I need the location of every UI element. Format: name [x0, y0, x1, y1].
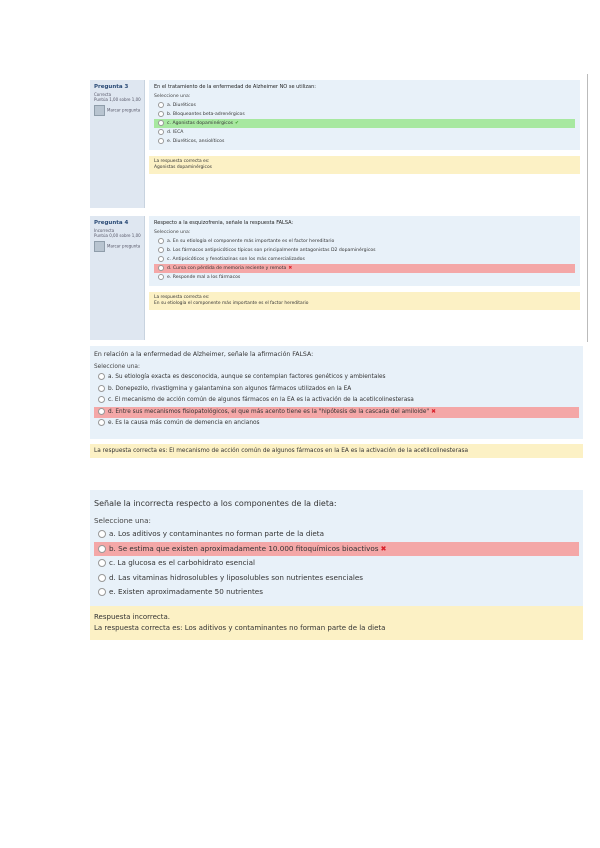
option-label: b. Donepezilo, rivastigmina y galantamina son algunos fármacos utilizados en la EA: [108, 385, 352, 392]
option-label: e. Es la causa más común de demencia en ancianos: [108, 420, 260, 426]
question-grade: Puntúa 0,00 sobre 1,00: [94, 233, 141, 238]
option-c[interactable]: [154, 255, 575, 264]
cross-icon: ✖: [431, 408, 436, 415]
option-b[interactable]: [154, 246, 575, 255]
radio-icon[interactable]: [98, 588, 106, 596]
feedback-box: [149, 156, 580, 174]
option-a[interactable]: [154, 237, 575, 246]
question-content: [149, 80, 580, 174]
option-a[interactable]: [94, 527, 579, 542]
option-label: a. En su etiología el componente más importante es el factor hereditario: [167, 239, 335, 244]
question-body: [90, 346, 583, 439]
option-b[interactable]: [94, 384, 579, 396]
option-b[interactable]: [154, 110, 575, 119]
question-text: Señale la incorrecta respecto a los componentes de la dieta:: [94, 499, 337, 508]
option-label: d. Cursa con pérdida de memoria reciente y remota: [167, 266, 287, 271]
flag-label: Marcar pregunta: [107, 107, 141, 113]
radio-icon[interactable]: [158, 120, 164, 126]
radio-icon[interactable]: [158, 102, 164, 108]
question-3-block: [90, 80, 584, 208]
radio-icon[interactable]: [158, 247, 164, 253]
select-prompt: Seleccione una:: [94, 364, 140, 370]
option-label: e. Responde mal a los fármacos: [167, 275, 241, 280]
feedback-box: [90, 606, 583, 640]
radio-icon[interactable]: [158, 256, 164, 262]
question-text: En relación a la enfermedad de Alzheimer, señale la afirmación FALSA:: [94, 351, 314, 358]
option-d[interactable]: [154, 128, 575, 137]
radio-icon[interactable]: [158, 274, 164, 280]
radio-icon[interactable]: [98, 396, 105, 403]
feedback-line-1: La respuesta correcta es:: [154, 159, 210, 164]
radio-icon[interactable]: [98, 574, 106, 582]
feedback-text: La respuesta correcta es: El mecanismo de acción común de algunos fármacos en la EA es la activación de la acetilcolinesterasa: [94, 448, 469, 454]
radio-icon[interactable]: [98, 545, 106, 553]
cross-icon: ✖: [288, 266, 293, 271]
flag-label: Marcar pregunta: [107, 243, 141, 249]
option-label: d. Entre sus mecanismos fisiopatológicos, el que más acento tiene es la "hipótesis de la cascada del amiloide": [108, 408, 430, 415]
radio-icon[interactable]: [158, 129, 164, 135]
option-d-selected-wrong[interactable]: [154, 264, 575, 273]
option-d-selected-wrong[interactable]: [94, 407, 579, 419]
radio-icon[interactable]: [158, 111, 164, 117]
radio-icon[interactable]: [98, 559, 106, 567]
option-label: c. Agonistas dopaminérgicos: [167, 121, 234, 126]
radio-icon[interactable]: [98, 419, 105, 426]
feedback-box: [90, 444, 583, 458]
flag-icon: [94, 241, 105, 252]
select-prompt: Seleccione una:: [154, 94, 191, 99]
option-b-selected-wrong[interactable]: [94, 542, 579, 557]
option-e[interactable]: [154, 137, 575, 146]
option-d[interactable]: [94, 571, 579, 586]
option-c-selected-correct[interactable]: [154, 119, 575, 128]
check-icon: ✔: [235, 121, 239, 126]
radio-icon[interactable]: [158, 138, 164, 144]
feedback-line-2: En su etiología el componente más importante es el factor hereditario: [154, 301, 309, 306]
option-label: a. Diuréticos: [167, 103, 196, 108]
question-text: Respecto a la esquizofrenia, señale la respuesta FALSA:: [154, 220, 294, 226]
flag-question-button[interactable]: [94, 105, 144, 116]
option-label: a. Los aditivos y contaminantes no forman parte de la dieta: [109, 529, 325, 538]
cross-icon: ✖: [380, 543, 387, 553]
option-label: b. Se estima que existen aproximadamente 10.000 fitoquímicos bioactivos: [109, 543, 379, 553]
option-label: d. IECA: [167, 130, 184, 135]
option-label: a. Su etiología exacta es desconocida, aunque se contemplan factores genéticos y ambientales: [108, 374, 386, 380]
question-body: [149, 80, 580, 150]
option-label: e. Existen aproximadamente 50 nutrientes: [109, 587, 263, 596]
option-label: c. La glucosa es el carbohidrato esencial: [109, 558, 256, 567]
question-number: Pregunta 3: [94, 84, 129, 90]
question-text: En el tratamiento de la enfermedad de Alzheimer NO se utilizan:: [154, 84, 316, 90]
option-a[interactable]: [94, 372, 579, 384]
question-5-block: [90, 346, 583, 458]
feedback-line-2: Agonistas dopaminérgicos: [154, 165, 212, 170]
question-number: Pregunta 4: [94, 220, 129, 226]
question-6-block: [90, 490, 583, 640]
option-label: b. Bloqueantes beta-adrenérgicos: [167, 112, 245, 117]
question-state: Incorrecta: [94, 228, 115, 233]
flag-icon: [94, 105, 105, 116]
question-state: Correcta: [94, 92, 112, 97]
option-c[interactable]: [94, 556, 579, 571]
feedback-line-1: La respuesta correcta es:: [154, 295, 210, 300]
option-e[interactable]: [94, 418, 579, 430]
question-info: [90, 80, 145, 208]
option-label: d. Las vitaminas hidrosolubles y liposolubles son nutrientes esenciales: [109, 572, 364, 582]
select-prompt: Seleccione una:: [94, 516, 151, 525]
option-label: b. Los fármacos antipsicóticos típicos son principalmente antagonistas D2 dopaminérgicos: [167, 248, 376, 253]
question-info: [90, 216, 145, 340]
question-content: [149, 216, 580, 310]
page-divider: [587, 74, 588, 342]
radio-icon[interactable]: [98, 530, 106, 538]
question-body: [149, 216, 580, 286]
question-body: [90, 490, 583, 606]
radio-icon[interactable]: [158, 238, 164, 244]
feedback-line-2: La respuesta correcta es: Los aditivos y contaminantes no forman parte de la dieta: [94, 624, 386, 632]
radio-icon[interactable]: [158, 265, 164, 271]
option-a[interactable]: [154, 101, 575, 110]
option-e[interactable]: [154, 273, 575, 282]
feedback-line-1: Respuesta incorrecta.: [94, 613, 171, 621]
feedback-box: [149, 292, 580, 310]
select-prompt: Seleccione una:: [154, 230, 191, 235]
option-e[interactable]: [94, 585, 579, 600]
flag-question-button[interactable]: [94, 241, 144, 252]
question-grade: Puntúa 1,00 sobre 1,00: [94, 97, 141, 102]
question-4-block: [90, 216, 584, 340]
option-label: c. Antipsicóticos y fenotiazinas son los más comercializados: [167, 257, 305, 262]
option-c[interactable]: [94, 395, 579, 407]
option-label: c. El mecanismo de acción común de algunos fármacos en la EA es la activación de la acetilcolinesterasa: [108, 397, 414, 403]
radio-icon[interactable]: [98, 385, 105, 392]
option-label: e. Diuréticos, ansiolíticos: [167, 139, 225, 144]
radio-icon[interactable]: [98, 373, 105, 380]
radio-icon[interactable]: [98, 408, 105, 415]
